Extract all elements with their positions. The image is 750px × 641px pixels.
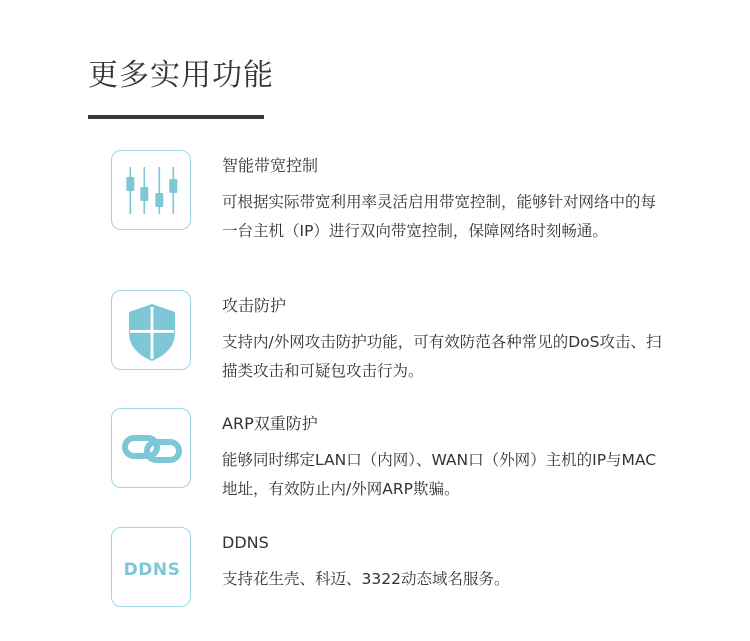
sliders-icon <box>112 151 192 231</box>
feature-attack-protection <box>111 290 671 380</box>
feature-arp-protection <box>111 408 671 498</box>
feature-bandwidth-control <box>111 150 671 270</box>
feature-description: 可根据实际带宽利用率灵活启用带宽控制，能够针对网络中的每一台主机（IP）进行双向带宽控制，保障网络时刻畅通。 <box>222 193 657 240</box>
title-underline <box>88 115 264 119</box>
feature-title: DDNS <box>222 533 269 552</box>
feature-title: ARP双重防护 <box>222 414 318 433</box>
feature-description: 支持花生壳、科迈、3322动态域名服务。 <box>222 570 510 588</box>
shield-icon <box>112 291 192 371</box>
link-icon <box>112 409 192 489</box>
feature-description: 支持内/外网攻击防护功能，可有效防范各种常见的DoS攻击、扫描类攻击和可疑包攻击行为。 <box>222 333 662 380</box>
feature-title: 攻击防护 <box>222 296 287 315</box>
feature-icon-box <box>111 408 191 488</box>
feature-icon-box <box>111 527 191 607</box>
ddns-icon <box>112 528 192 608</box>
feature-icon-box <box>111 150 191 230</box>
feature-icon-box <box>111 290 191 370</box>
feature-ddns <box>111 527 671 609</box>
feature-description: 能够同时绑定LAN口（内网）、WAN口（外网）主机的IP与MAC地址，有效防止内/外网ARP欺骗。 <box>222 451 657 498</box>
feature-title: 智能带宽控制 <box>222 156 319 175</box>
section-title: 更多实用功能 <box>88 58 274 93</box>
ddns-icon-label: DDNS <box>123 560 181 580</box>
